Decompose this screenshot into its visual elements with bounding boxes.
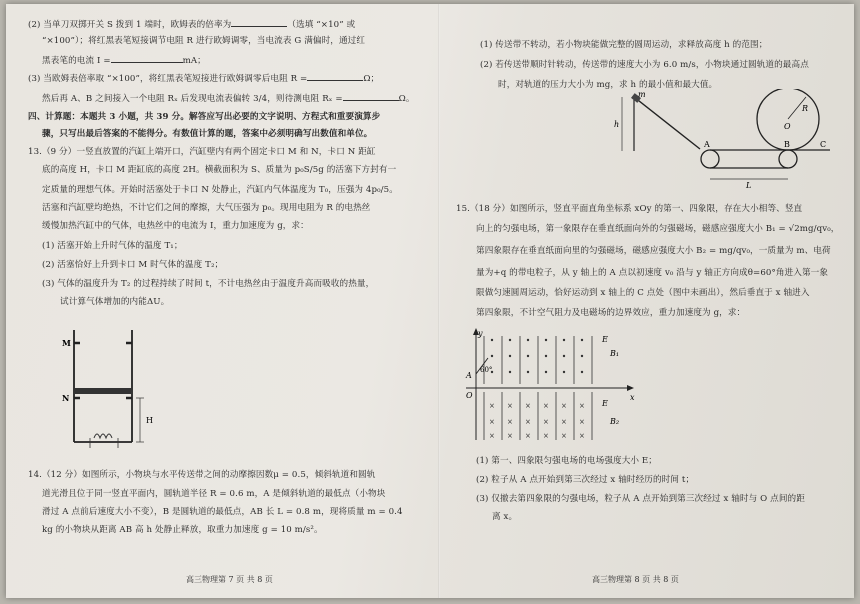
svg-text:×: × — [507, 432, 513, 440]
label-b1: B₁ — [610, 349, 620, 358]
label-c: C — [820, 140, 827, 149]
question-14-part: (1) 传送带不转动，若小物块能做完整的圆周运动，求释放高度 h 的范围； — [480, 40, 768, 50]
page-fold — [438, 4, 440, 598]
question-line: 黑表笔的电流 I = mA； — [42, 56, 206, 66]
label-b2: B₂ — [610, 417, 620, 426]
label-n: N — [62, 393, 70, 403]
question-13-part: 试计算气体增加的内能ΔU。 — [60, 297, 170, 307]
label-e1: E — [602, 335, 608, 344]
label-o: O — [784, 122, 791, 131]
question-15-part: (3) 仅撤去第四象限的匀强电场，粒子从 A 点开始到第三次经过 x 轴时与 O 点间的距 — [476, 494, 805, 504]
answer-blank — [111, 54, 183, 63]
question-15-part: 离 x。 — [492, 512, 518, 522]
svg-text:×: × — [543, 402, 549, 410]
svg-text:×: × — [579, 432, 585, 440]
answer-blank — [231, 18, 287, 27]
question-14-part: (2) 若传送带顺时针转动，传送带的速度大小为 6.0 m/s，小物块通过圆轨道的最高点 — [480, 60, 809, 70]
svg-text:×: × — [489, 418, 495, 426]
label-x: x — [630, 393, 635, 402]
answer-blank — [343, 92, 399, 101]
svg-text:×: × — [525, 418, 531, 426]
question-14-part: 时，对轨道的压力大小为 mg，求 h 的最小值和最大值。 — [498, 80, 718, 90]
svg-text:×: × — [579, 418, 585, 426]
question-14-line: 14.（12 分）如图所示，小物块与水平传送带之间的动摩擦因数μ = 0.5，倾斜轨道和圆轨 — [28, 470, 376, 480]
svg-text:×: × — [561, 418, 567, 426]
svg-text:×: × — [525, 402, 531, 410]
label-m: M — [62, 338, 71, 348]
svg-text:×: × — [561, 402, 567, 410]
label-l: L — [746, 181, 752, 190]
label-angle: 60° — [480, 366, 493, 374]
question-line: (2) 当单刀双掷开关 S 拨到 1 端时，欧姆表的倍率为 （选填 “×10” 或 — [28, 20, 356, 30]
svg-text:×: × — [543, 418, 549, 426]
question-15-line: 向上的匀强电场，第一象限存在垂直纸面向外的匀强磁场，磁感应强度大小 B₁ = √2mg/qv₀， — [476, 224, 840, 234]
question-13-line: 底的高度 H，卡口 M 距缸底的高度 2H。横截面积为 S、质量为 p₀S/5g 的活塞下方封有一 — [42, 165, 397, 175]
svg-text:×: × — [507, 402, 513, 410]
section-heading: 四、计算题：本题共 3 小题，共 39 分。解答应写出必要的文字说明、方程式和重要演算步 — [28, 112, 381, 122]
question-line: 然后再 A、B 之间接入一个电阻 Rₓ 后发现电流表偏转 3/4，则待测电阻 Rₓ = Ω。 — [42, 94, 415, 104]
label-o: O — [466, 391, 473, 400]
label-a: A — [704, 140, 710, 149]
page-footer: 高三物理第 8 页 共 8 页 — [592, 575, 679, 584]
label-r: R — [802, 104, 809, 113]
track-figure — [592, 89, 832, 191]
question-13-line: 缓慢加热汽缸中的气体，电热丝中的电流为 I，重力加速度为 g，求： — [42, 221, 309, 231]
question-14-line: 道光滑且位于同一竖直平面内，圆轨道半径 R = 0.6 m，A 是倾斜轨道的最低点（小物块 — [42, 489, 386, 499]
cylinder-figure — [60, 322, 172, 452]
question-line: (3) 当欧姆表倍率取 “×100”，将红黑表笔短接进行欧姆调零后电阻 R = Ω； — [28, 74, 380, 84]
label-a: A — [466, 371, 472, 380]
question-13-line: 活塞和汽缸壁均绝热，不计它们之间的摩擦，大气压强为 p₀。现用电阻为 R 的电热丝 — [42, 203, 371, 213]
svg-text:×: × — [561, 432, 567, 440]
question-13-part: (2) 活塞恰好上升到卡口 M 时气体的温度 T₂； — [42, 260, 224, 270]
exam-sheet — [6, 4, 854, 598]
question-14-line: kg 的小物块从距离 AB 高 h 处静止释放，取重力加速度 g = 10 m/s²。 — [42, 525, 323, 535]
question-15-line: 限做匀速圆周运动，恰好运动到 x 轴上的 C 点处（图中未画出），然后垂直于 x 轴进入 — [476, 288, 810, 298]
svg-text:×: × — [489, 432, 495, 440]
label-b: B — [784, 140, 790, 149]
label-h: h — [614, 120, 620, 129]
question-line: “×100”）；将红黑表笔短接调节电阻 R 进行欧姆调零，当电流表 G 满偏时，通过红 — [42, 36, 366, 46]
question-13-line: 定质量的理想气体。开始时活塞处于卡口 N 处静止，汽缸内气体温度为 T₀，压强为 4p₀/5。 — [42, 185, 398, 195]
svg-text:×: × — [579, 402, 585, 410]
question-15-part: (2) 粒子从 A 点开始到第三次经过 x 轴时经历的时间 t； — [476, 475, 695, 485]
question-15-line: 第四象限存在垂直纸面向里的匀强磁场，磁感应强度大小 B₂ = mg/qv₀，一质量为 m、电荷 — [476, 246, 831, 256]
svg-text:×: × — [543, 432, 549, 440]
svg-text:×: × — [489, 402, 495, 410]
page-footer: 高三物理第 7 页 共 8 页 — [186, 575, 273, 584]
page-7 — [6, 4, 436, 598]
svg-text:×: × — [525, 432, 531, 440]
question-13-part: (3) 气体的温度升为 T₂ 的过程持续了时间 t，不计电热丝由于温度升高而吸收的热量， — [42, 279, 375, 289]
question-15-line: 第四象限，不计空气阻力及电磁场的边界效应，重力加速度为 g，求： — [476, 308, 746, 318]
label-e2: E — [602, 399, 608, 408]
section-heading: 骤，只写出最后答案的不能得分。有数值计算的题，答案中必须明确写出数值和单位。 — [42, 129, 373, 139]
page-8 — [442, 4, 854, 598]
answer-blank — [307, 72, 363, 81]
question-13-part: (1) 活塞开始上升时气体的温度 T₁； — [42, 241, 183, 251]
question-15-line: 量为+q 的带电粒子，从 y 轴上的 A 点以初速度 v₀ 沿与 y 轴正方向成θ=60°角进入第一象 — [476, 268, 829, 278]
question-15-line: 15.（18 分）如图所示，竖直平面直角坐标系 xOy 的第一、四象限，存在大小相等、竖直 — [456, 204, 803, 214]
label-h: H — [146, 416, 153, 425]
svg-text:×: × — [507, 418, 513, 426]
field-figure — [462, 328, 642, 444]
question-13-line: 13.（9 分）一竖直放置的汽缸上端开口，汽缸壁内有两个固定卡口 M 和 N，卡口 N 距缸 — [28, 147, 376, 157]
label-m: m — [638, 90, 646, 99]
question-14-line: 滑过 A 点前后速度大小不变），B 是圆轨道的最低点，AB 长 L = 0.8 m，现将质量 m = 0.4 — [42, 507, 403, 517]
label-y: y — [478, 329, 483, 338]
question-15-part: (1) 第一、四象限匀强电场的电场强度大小 E； — [476, 456, 657, 466]
